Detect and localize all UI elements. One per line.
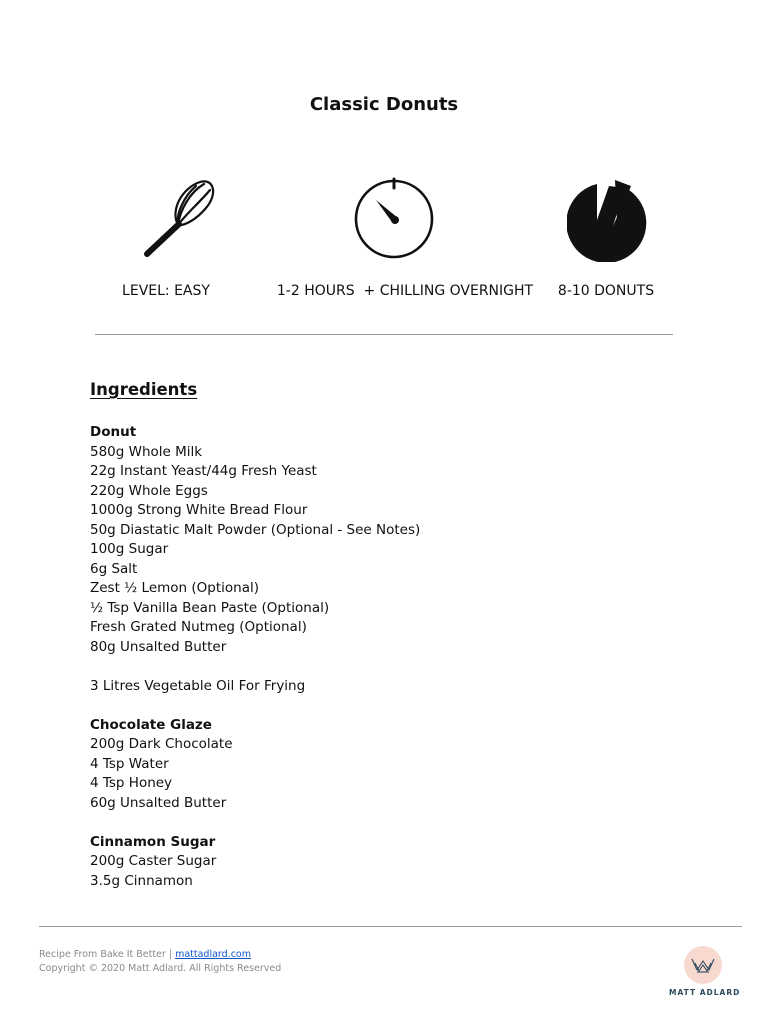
chocolate-glaze-heading: Chocolate Glaze bbox=[90, 716, 212, 733]
recipe-title: Classic Donuts bbox=[309, 94, 459, 115]
brand-logo bbox=[669, 946, 741, 997]
list-item: 3.5g Cinnamon bbox=[90, 872, 193, 889]
footer-source-prefix: Recipe From Bake It Better | bbox=[39, 949, 176, 960]
frying-oil-item: 3 Litres Vegetable Oil For Frying bbox=[90, 677, 306, 694]
list-item: 1000g Strong White Bread Flour bbox=[90, 502, 308, 518]
level-label: LEVEL: EASY bbox=[122, 283, 210, 299]
yield-stat bbox=[567, 170, 651, 262]
yield-label: 8-10 DONUTS bbox=[557, 283, 655, 299]
list-item: 220g Whole Eggs bbox=[90, 482, 208, 499]
list-item: 22g Instant Yeast/44g Fresh Yeast bbox=[90, 463, 317, 479]
whisk-icon bbox=[140, 170, 220, 260]
time-stat bbox=[352, 170, 436, 262]
list-item: 60g Unsalted Butter bbox=[90, 794, 227, 811]
ingredients-list bbox=[90, 423, 420, 891]
ingredients-heading: Ingredients bbox=[90, 380, 198, 399]
spacer bbox=[90, 696, 420, 716]
list-item: 6g Salt bbox=[90, 560, 138, 577]
timer-icon bbox=[352, 170, 436, 262]
website-link[interactable]: mattadlard.com bbox=[175, 949, 251, 960]
footer bbox=[39, 948, 281, 976]
level-stat bbox=[140, 170, 220, 260]
list-item: 50g Diastatic Malt Powder (Optional - See Notes) bbox=[90, 521, 421, 538]
spacer bbox=[90, 657, 420, 677]
cinnamon-sugar-heading: Cinnamon Sugar bbox=[90, 833, 216, 850]
footer-source bbox=[39, 948, 281, 962]
time-label: 1-2 HOURS + CHILLING OVERNIGHT bbox=[276, 283, 534, 299]
footer-divider bbox=[39, 926, 742, 927]
list-item: ½ Tsp Vanilla Bean Paste (Optional) bbox=[90, 599, 330, 616]
list-item: Fresh Grated Nutmeg (Optional) bbox=[90, 619, 307, 635]
section-divider bbox=[95, 334, 673, 335]
list-item: Zest ½ Lemon (Optional) bbox=[90, 580, 260, 596]
logo-wordmark: MATT ADLARD bbox=[669, 988, 741, 997]
pie-chart-icon bbox=[567, 170, 651, 262]
list-item: 4 Tsp Honey bbox=[90, 775, 173, 791]
list-item: 100g Sugar bbox=[90, 541, 169, 557]
logo-badge bbox=[684, 946, 722, 984]
list-item: 580g Whole Milk bbox=[90, 443, 203, 460]
list-item: 200g Dark Chocolate bbox=[90, 736, 233, 752]
list-item: 80g Unsalted Butter bbox=[90, 638, 227, 655]
crown-icon bbox=[690, 955, 716, 975]
donut-heading: Donut bbox=[90, 424, 137, 440]
list-item: 4 Tsp Water bbox=[90, 755, 169, 772]
copyright-text: Copyright © 2020 Matt Adlard. All Rights Reserved bbox=[39, 963, 282, 974]
list-item: 200g Caster Sugar bbox=[90, 853, 217, 869]
spacer bbox=[90, 813, 420, 833]
